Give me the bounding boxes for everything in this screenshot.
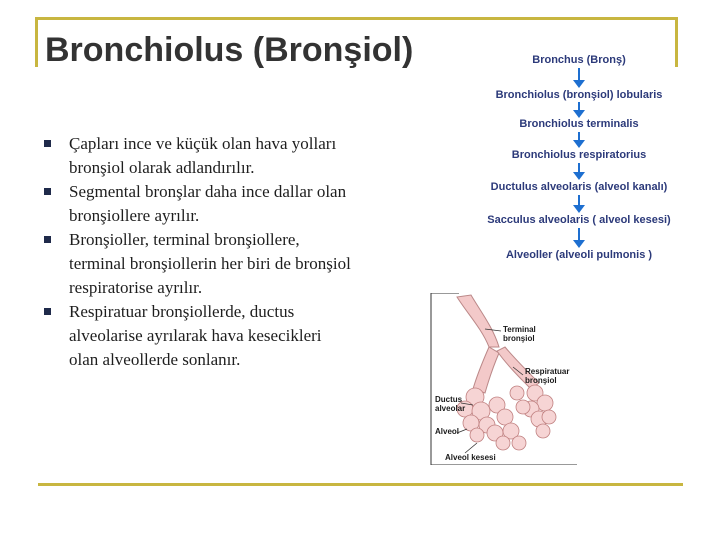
hierarchy-level-alveoller: Alveoller (alveoli pulmonis ) <box>505 249 653 261</box>
frame-bottom-line <box>38 483 683 486</box>
label-terminal-bronchiole: Terminal bronşiol <box>503 325 536 343</box>
hierarchy-level-terminalis: Bronchiolus terminalis <box>519 118 639 130</box>
down-arrow-icon <box>569 195 589 215</box>
bullet-item: Respiratuar bronşiollerde, ductus alveolarise ayrılarak hava kesecikleri olan alveollerde sonlanır. <box>44 300 354 372</box>
frame-top-line <box>35 17 678 20</box>
down-arrow-icon <box>569 228 589 250</box>
bullet-marker <box>44 308 51 315</box>
hierarchy-level-respiratorius: Bronchiolus respiratorius <box>511 149 647 161</box>
hierarchy-level-sacculus: Sacculus alveolaris ( alveol kesesi) <box>487 214 671 226</box>
down-arrow-icon <box>569 68 589 90</box>
frame-left-line <box>35 17 38 67</box>
down-arrow-icon <box>569 102 589 120</box>
hierarchy-level-bronchus: Bronchus (Bronş) <box>532 54 626 66</box>
bronchiole-illustration <box>427 293 579 465</box>
label-alveolar-sac: Alveol kesesi <box>445 453 496 462</box>
bullet-marker <box>44 188 51 195</box>
airway-hierarchy-diagram <box>470 42 688 270</box>
label-alveolar-duct: Ductus alveolar <box>435 395 466 413</box>
bullet-list <box>44 132 354 372</box>
slide-title: Bronchiolus (Bronşiol) <box>45 31 414 68</box>
bullet-item: Çapları ince ve küçük olan hava yolları bronşiol olarak adlandırılır. <box>44 132 354 180</box>
bullet-item: Segmental bronşlar daha ince dallar olan bronşiollere ayrılır. <box>44 180 354 228</box>
hierarchy-level-ductulus: Ductulus alveolaris (alveol kanalı) <box>490 181 668 193</box>
bullet-marker <box>44 140 51 147</box>
down-arrow-icon <box>569 132 589 150</box>
bullet-marker <box>44 236 51 243</box>
down-arrow-icon <box>569 163 589 182</box>
label-alveolus: Alveol <box>435 427 460 436</box>
hierarchy-level-lobularis: Bronchiolus (bronşiol) lobularis <box>495 89 663 101</box>
label-respiratory-bronchiole: Respiratuar bronşiol <box>525 367 570 385</box>
bullet-item: Bronşioller, terminal bronşiollere, terminal bronşiollerin her biri de bronşiol respiratorise ayrılır. <box>44 228 354 300</box>
